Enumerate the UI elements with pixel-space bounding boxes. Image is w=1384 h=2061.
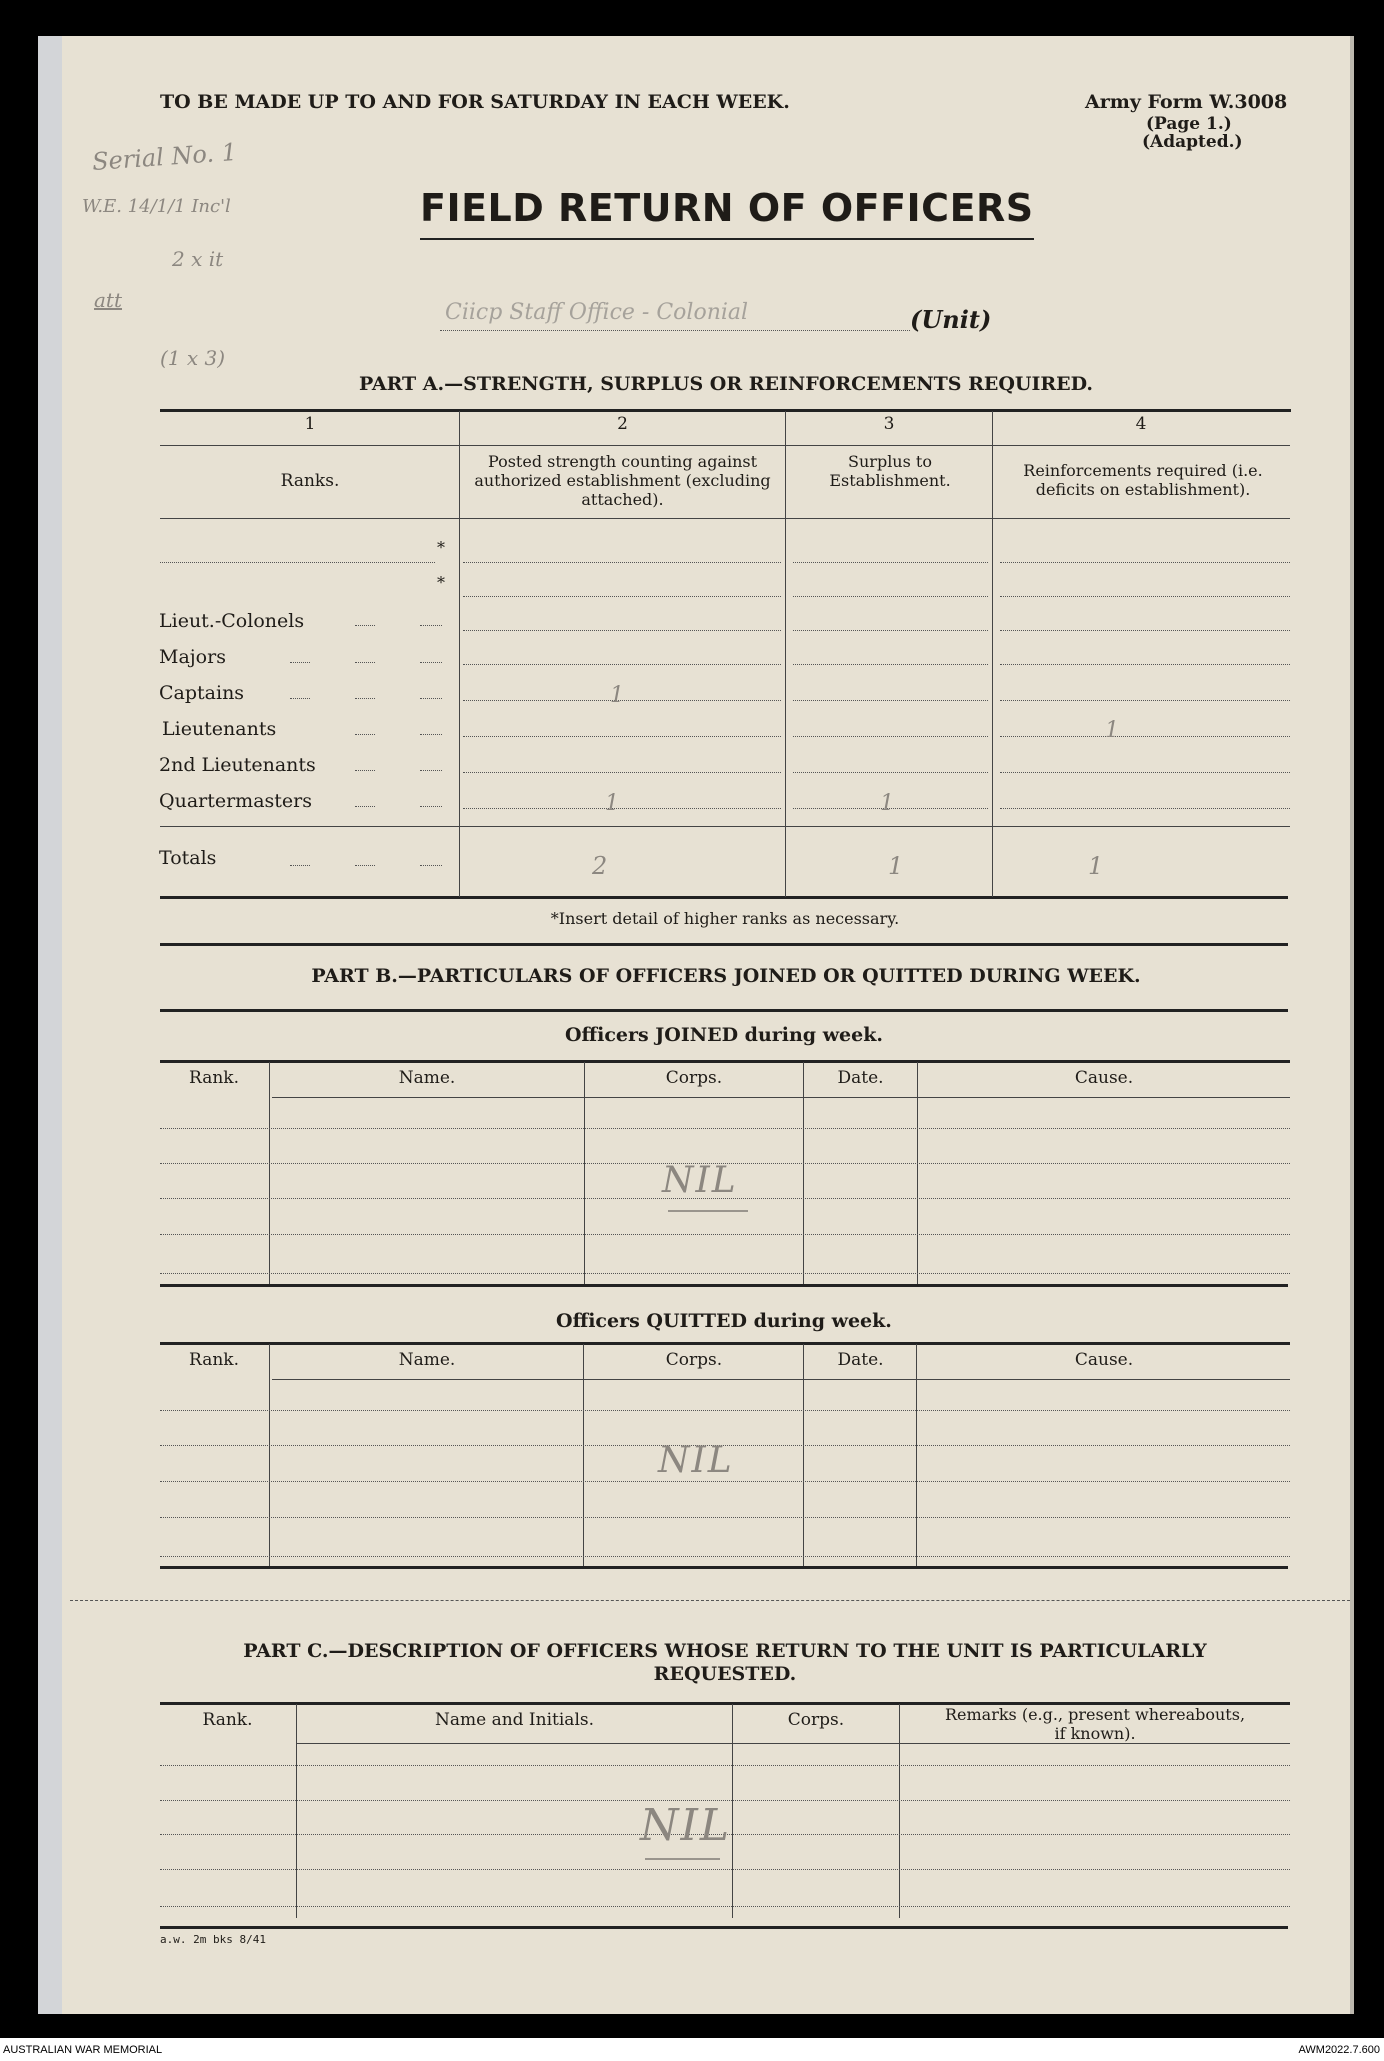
qm-posted-value: 1 [605,791,619,816]
column-divider [732,1704,733,1918]
joined-table-top [160,1060,1290,1063]
part-c-table-bottom [160,1926,1288,1929]
entry-line [463,630,781,631]
col-name-initials: Name and Initials. [434,1710,595,1730]
entry-line [463,664,781,665]
joined-table-bottom [160,1284,1288,1287]
column-divider [269,1344,270,1566]
entry-line [793,630,988,631]
entry-line [160,1906,1290,1907]
leader-dots [355,865,375,866]
part-a-footnote: *Insert detail of higher ranks as necessary. [550,909,900,928]
entry-line [1000,808,1290,809]
column-divider [917,1062,918,1284]
rank-label: 2nd Lieutenants [159,754,316,776]
margin-note: (1 x 3) [160,346,226,370]
total-reinforcements-value: 1 [1088,852,1104,880]
footer-right: AWM2022.7.600 [1298,2044,1380,2056]
remarks-line2: if known). [1054,1724,1136,1743]
part-a-top-rule [160,409,1291,412]
total-surplus-value: 1 [888,852,904,880]
header-rule [272,1379,1290,1380]
leader-dots [420,806,442,807]
column-divider [785,411,786,897]
leader-dots [355,662,375,663]
entry-line [160,1517,1290,1518]
tear-line [70,1600,1350,1601]
quitted-nil-entry: NIL [658,1440,734,1481]
adapted-label: (Adapted.) [1142,132,1243,152]
margin-note: 2 x it [172,247,224,271]
column-divider [803,1344,804,1566]
col-number: 2 [617,414,628,434]
entry-line [793,664,988,665]
totals-label: Totals [159,847,217,869]
leader-dots [355,734,375,735]
part-c-nil-entry: NIL [640,1800,732,1851]
col-cause: Cause. [1074,1350,1134,1370]
qm-surplus-value: 1 [880,791,894,816]
nil-underline [645,1858,720,1860]
col-number: 3 [883,414,895,434]
quitted-title: Officers QUITTED during week. [556,1310,892,1332]
entry-line [463,772,781,773]
quitted-table-top [160,1342,1290,1345]
footer-bar [0,2038,1384,2061]
col-cause: Cause. [1074,1068,1134,1088]
rank-label: Quartermasters [159,790,312,812]
margin-note: att [94,288,122,312]
leader-dots [290,698,310,699]
entry-line [160,1869,1290,1870]
entry-line [463,596,781,597]
header-rule [272,1097,1290,1098]
entry-line [1000,596,1290,597]
nil-underline [668,1210,748,1212]
rank-label: Lieut.-Colonels [159,610,305,632]
rank-dotted-line [160,562,435,563]
col-header-reinforcements: Reinforcements required (i.e. deficits on establishment). [1023,461,1263,499]
entry-line [793,700,988,701]
paper-edge-strip [38,36,62,2014]
col-rank: Rank. [189,1350,239,1370]
leader-dots [290,662,310,663]
part-c-heading-line1: PART C.—DESCRIPTION OF OFFICERS WHOSE RETURN TO THE UNIT IS PARTICULARLY [243,1640,1207,1662]
rank-label: Captains [159,682,245,704]
entry-line [160,1556,1290,1557]
leader-dots [290,865,310,866]
lieutenants-reinforcements-value: 1 [1105,718,1119,743]
entry-line [160,1234,1290,1235]
entry-line [463,736,781,737]
part-a-end-rule [160,943,1288,946]
col-number: 4 [1135,414,1147,434]
star-marker: * [437,573,445,592]
part-b-heading: PART B.—PARTICULARS OF OFFICERS JOINED OR QUITTED DURING WEEK. [311,965,1141,987]
quitted-table-bottom [160,1566,1288,1569]
col-name: Name. [398,1068,456,1088]
leader-dots [355,770,375,771]
col-header-posted: Posted strength counting against authorized establishment (excluding attached). [474,452,771,509]
total-posted-value: 2 [592,852,608,880]
col-rank: Rank. [189,1068,239,1088]
column-divider [269,1062,270,1284]
entry-line [1000,630,1290,631]
captains-posted-value: 1 [610,683,624,708]
leader-dots [420,770,442,771]
paper-right-edge [1350,36,1354,2014]
part-b-top-rule [160,1009,1288,1012]
col-corps: Corps. [665,1350,723,1370]
leader-dots [355,625,375,626]
entry-line [1000,700,1290,701]
leader-dots [420,734,442,735]
col-corps: Corps. [787,1710,845,1730]
joined-title: Officers JOINED during week. [564,1024,884,1046]
column-divider [296,1704,297,1918]
unit-value: Ciicp Staff Office - Colonial [445,300,749,325]
footer-left: AUSTRALIAN WAR MEMORIAL [3,2044,163,2056]
col-name: Name. [398,1350,456,1370]
remarks-line1: Remarks (e.g., present whereabouts, [944,1705,1246,1724]
printer-note: a.w. 2m bks 8/41 [160,1933,266,1946]
star-marker: * [437,538,445,557]
unit-dotted-line [440,330,910,331]
page-number: (Page 1.) [1146,114,1232,134]
col-rank: Rank. [202,1710,253,1730]
header-rule [160,445,1290,446]
entry-line [160,1410,1290,1411]
col-header-ranks: Ranks. [280,471,340,491]
column-divider [916,1344,917,1566]
col-date: Date. [837,1350,884,1370]
col-corps: Corps. [665,1068,723,1088]
leader-dots [420,625,442,626]
entry-line [793,772,988,773]
col-date: Date. [837,1068,884,1088]
title-underline [420,238,1034,240]
entry-line [793,562,988,563]
entry-line [463,808,781,809]
entry-line [160,1273,1290,1274]
rank-label: Lieutenants [162,718,277,740]
col-number: 1 [304,414,316,434]
column-divider [803,1062,804,1284]
col-remarks [900,1705,1290,1743]
form-number: Army Form W.3008 [1085,91,1288,113]
entry-line [793,596,988,597]
column-divider [584,1062,585,1284]
leader-dots [420,698,442,699]
entry-line [1000,664,1290,665]
entry-line [1000,562,1290,563]
leader-dots [355,698,375,699]
unit-label: (Unit) [910,305,992,334]
entry-line [160,1128,1290,1129]
entry-line [160,1481,1290,1482]
header-rule [160,518,1290,519]
entry-line [793,736,988,737]
column-divider [992,411,993,897]
instruction-text: TO BE MADE UP TO AND FOR SATURDAY IN EACH WEEK. [160,91,790,113]
part-a-bottom-rule [160,896,1288,899]
leader-dots [355,806,375,807]
margin-note: Serial No. 1 [91,137,238,177]
part-c-heading [160,1640,1290,1686]
header-rule [297,1743,1290,1744]
column-divider [583,1344,584,1566]
margin-note: W.E. 14/1/1 Inc'l [82,196,231,217]
rank-label: Majors [159,646,226,668]
joined-nil-entry: NIL [662,1160,738,1201]
entry-line [160,1765,1290,1766]
totals-rule [160,826,1290,827]
leader-dots [420,865,442,866]
entry-line [463,562,781,563]
page-title: FIELD RETURN OF OFFICERS [420,186,1034,230]
entry-line [1000,736,1290,737]
part-a-heading: PART A.—STRENGTH, SURPLUS OR REINFORCEMENTS REQUIRED. [358,373,1094,395]
leader-dots [420,662,442,663]
entry-line [1000,772,1290,773]
part-c-heading-line2: REQUESTED. [653,1663,797,1685]
col-header-surplus: Surplus to Establishment. [829,452,951,490]
